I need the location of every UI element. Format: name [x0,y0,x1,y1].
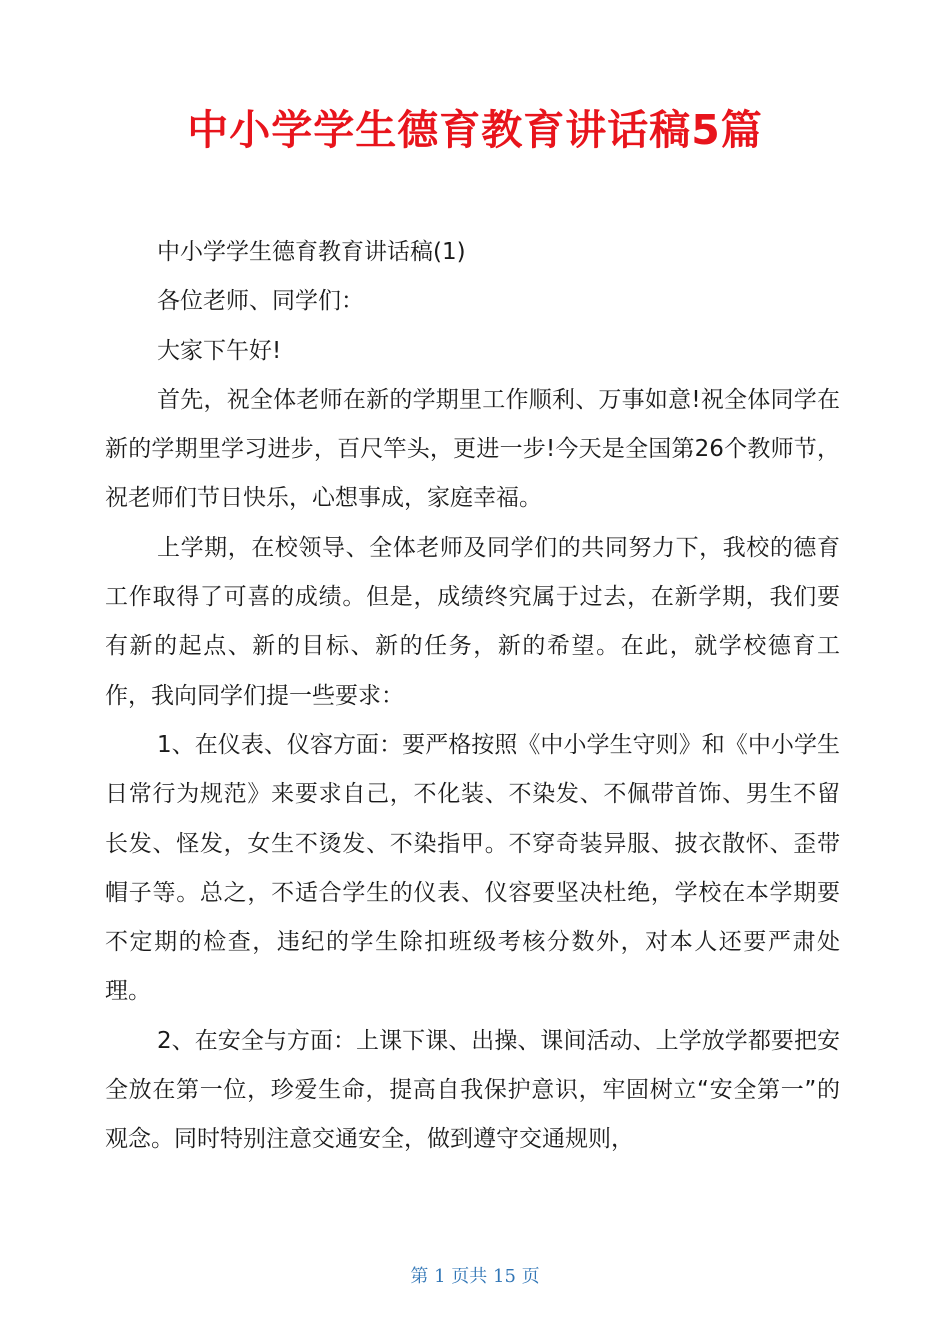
paragraph-heading: 中小学学生德育教育讲话稿(1) [157,239,466,265]
document-body [105,228,840,1165]
paragraph: 上学期，在校领导、全体老师及同学们的共同努力下，我校的德育工作取得了可喜的成绩。但是，成绩终究属于过去，在新学期，我们要有新的起点、新的目标、新的任务，新的希望。在此，就学校德育工作，我向同学们提一些要求： [105,534,840,709]
paragraph: 首先，祝全体老师在新的学期里工作顺利、万事如意!祝全体同学在新的学期里学习进步，百尺竿头，更进一步!今天是全国第26个教师节，祝老师们节日快乐，心想事成，家庭幸福。 [105,386,840,512]
paragraph-salutation: 各位老师、同学们： [157,288,364,315]
paragraph-greeting: 大家下午好! [157,337,282,364]
paragraph: 2、在安全与方面：上课下课、出操、课间活动、上学放学都要把安全放在第一位，珍爱生命，提高自我保护意识，牢固树立“安全第一”的观念。同时特别注意交通安全，做到遵守交通规则， [105,1027,840,1153]
paragraph: 1、在仪表、仪容方面：要严格按照《中小学生守则》和《中小学生日常行为规范》来要求自己，不化装、不染发、不佩带首饰、男生不留长发、怪发，女生不烫发、不染指甲。不穿奇装异服、披衣散怀、歪带帽子等。总之，不适合学生的仪表、仪容要坚决杜绝，学校在本学期要不定期的检查，违纪的学生除扣班级考核分数外，对本人还要严肃处理。 [105,731,840,1005]
page-footer: 第 1 页共 15 页 [410,1266,540,1287]
document-title: 中小学学生德育教育讲话稿5篇 [187,106,763,154]
